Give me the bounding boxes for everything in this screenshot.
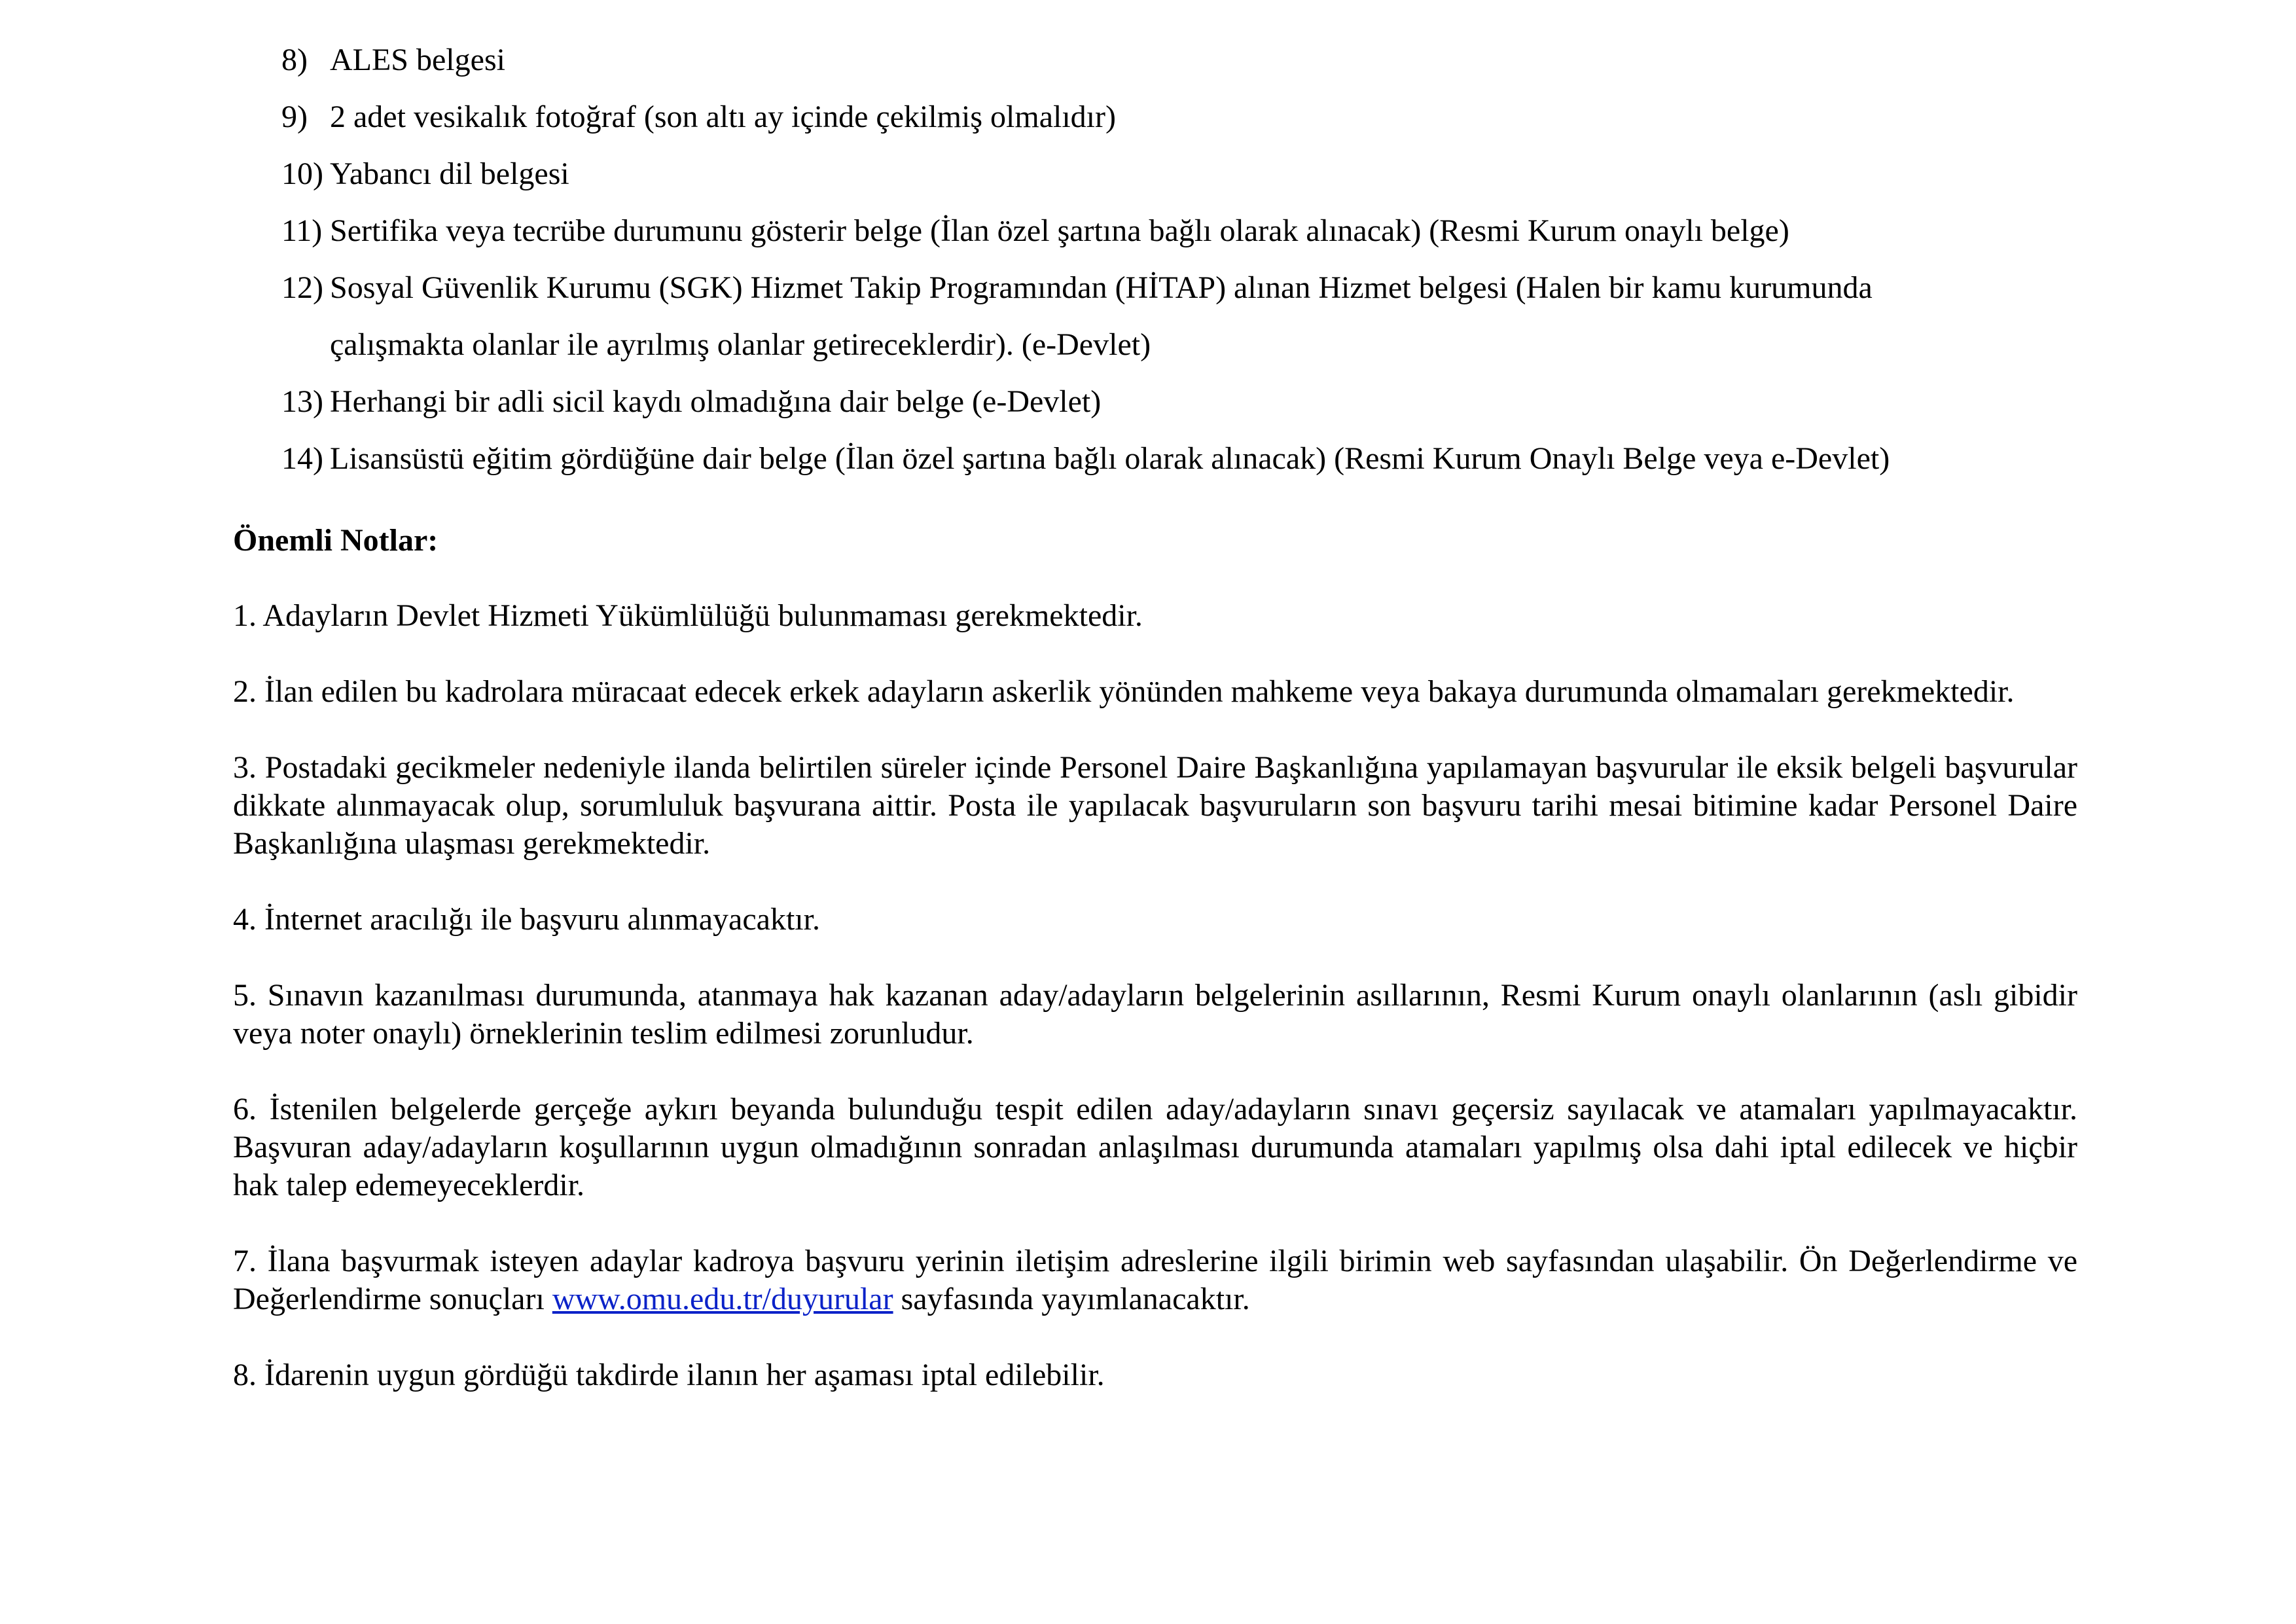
document-item-number: 10) xyxy=(281,156,323,191)
document-item-number: 9) xyxy=(281,99,308,134)
note-paragraph: 2. İlan edilen bu kadrolara müracaat edecek erkek adayların askerlik yönünden mahkeme veya bakaya durumunda olmamaları gerekmektedir. xyxy=(233,674,2015,709)
document-item-number: 14) xyxy=(281,441,323,476)
document-item-text: ALES belgesi xyxy=(330,43,505,77)
document-item-text: Lisansüstü eğitim gördüğüne dair belge (İlan özel şartına bağlı olarak alınacak) (Resmi Kurum Onaylı Belge veya e-Devlet) xyxy=(330,441,1890,476)
note-paragraph: 8. İdarenin uygun gördüğü takdirde ilanın her aşaması iptal edilebilir. xyxy=(233,1358,1105,1392)
note-paragraph: 1. Adayların Devlet Hizmeti Yükümlülüğü bulunmaması gerekmektedir. xyxy=(233,598,1143,633)
note-paragraph: 3. Postadaki gecikmeler nedeniyle ilanda belirtilen süreler içinde Personel Daire Başkanlığına yapılamayan başvurular ile eksik belgeli başvurular dikkate alınmayacak olup, sorumluluk başvurana aittir. Posta ile yapılacak başvuruların son başvuru tarihi mesai bitimine kadar Personel Daire Başkanlığına ulaşması gerekmektedir. xyxy=(233,750,2077,861)
document-item-number: 8) xyxy=(281,43,308,77)
note-paragraph: 4. İnternet aracılığı ile başvuru alınmayacaktır. xyxy=(233,902,820,937)
required-documents-list xyxy=(281,31,2049,487)
document-item-text: Yabancı dil belgesi xyxy=(330,156,569,191)
note-paragraph: 5. Sınavın kazanılması durumunda, atanmaya hak kazanan aday/adayların belgelerinin asıllarının, Resmi Kurum onaylı olanlarının (aslı gibidir veya noter onaylı) örneklerinin teslim edilmesi zorunludur. xyxy=(233,978,2077,1051)
document-item xyxy=(281,31,2049,88)
document-item-text: Herhangi bir adli sicil kaydı olmadığına dair belge (e-Devlet) xyxy=(330,384,1102,419)
document-item-text: Sertifika veya tecrübe durumunu gösterir belge (İlan özel şartına bağlı olarak alınacak) (Resmi Kurum onaylı belge) xyxy=(330,213,1789,248)
document-item-number: 13) xyxy=(281,384,323,419)
note-paragraph: 6. İstenilen belgelerde gerçeğe aykırı beyanda bulunduğu tespit edilen aday/adayların sınavı geçersiz sayılacak ve atamaları yapılmayacaktır. Başvuran aday/adayların koşullarının uygun olmadığının sonradan anlaşılması durumunda atamaları yapılmış olsa dahi iptal edilecek ve hiçbir hak talep edemeyeceklerdir. xyxy=(233,1092,2077,1202)
document-item-text: 2 adet vesikalık fotoğraf (son altı ay içinde çekilmiş olmalıdır) xyxy=(330,99,1116,134)
document-item xyxy=(281,145,2049,202)
document-item-number: 12) xyxy=(281,270,323,305)
document-item-number: 11) xyxy=(281,213,323,248)
announcements-link[interactable]: www.omu.edu.tr/duyurular xyxy=(552,1282,893,1316)
document-item xyxy=(281,259,2049,373)
note-text-after-link: sayfasında yayımlanacaktır. xyxy=(893,1282,1250,1316)
important-notes-heading: Önemli Notlar: xyxy=(233,523,439,558)
document-item xyxy=(281,430,2049,487)
note-paragraph xyxy=(233,1242,2077,1318)
document-item-text: Sosyal Güvenlik Kurumu (SGK) Hizmet Takip Programından (HİTAP) alınan Hizmet belgesi (Halen bir kamu kurumunda çalışmakta olanlar ile ayrılmış olanlar getireceklerdir). (e-Devlet) xyxy=(330,270,1873,362)
document-item xyxy=(281,202,2049,259)
document-item xyxy=(281,373,2049,430)
note-text-before-link: 7. İlana başvurmak isteyen adaylar kadroya başvuru yerinin iletişim adreslerine ilgili birimin web sayfasından ulaşabilir. Ön Değerlendirme ve Değerlendirme sonuçları xyxy=(233,1244,2077,1316)
document-item xyxy=(281,88,2049,145)
important-notes-section xyxy=(233,522,2077,1432)
